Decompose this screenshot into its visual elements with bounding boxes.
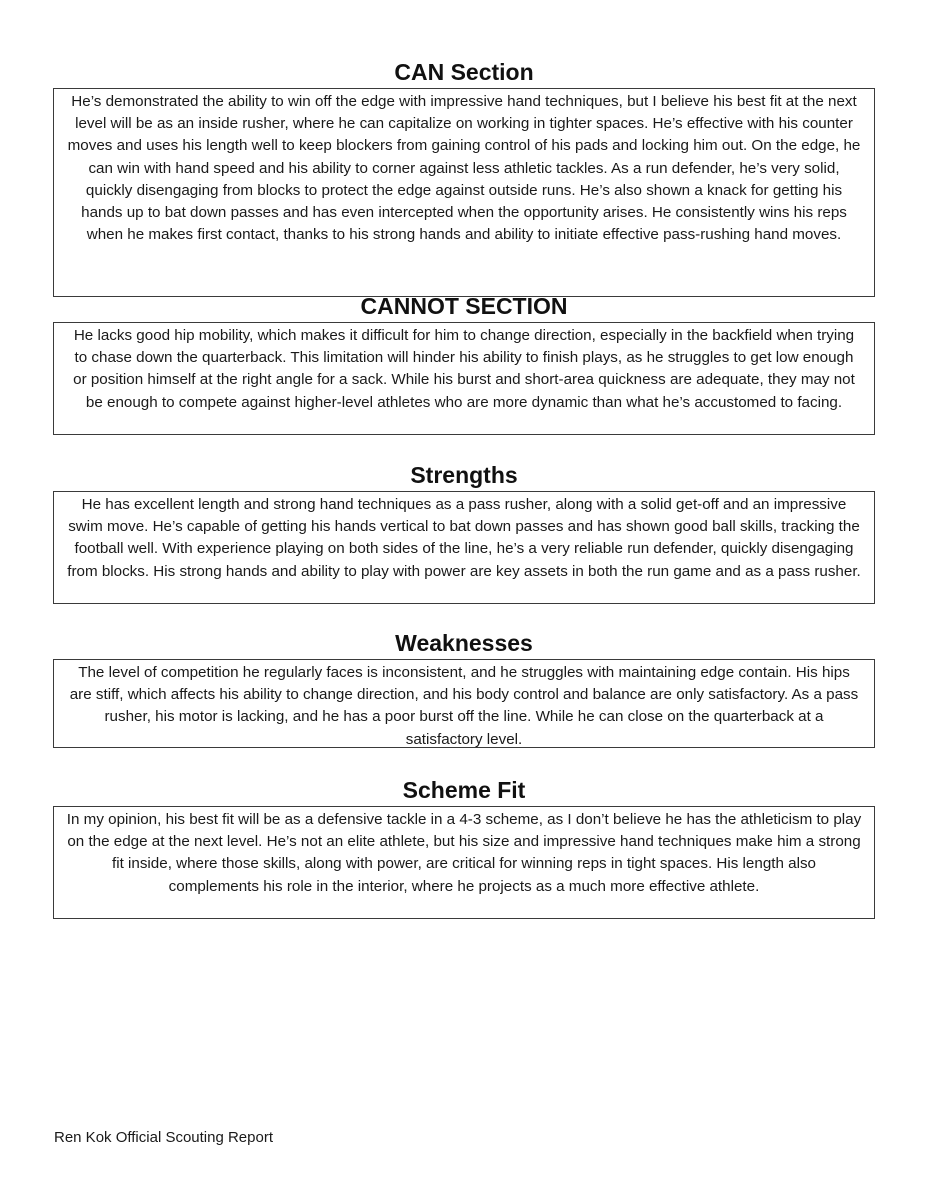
weaknesses-section <box>53 629 875 748</box>
can-section-title: CAN Section <box>394 59 534 85</box>
cannot-section-title: CANNOT SECTION <box>360 293 568 319</box>
scheme-fit-section <box>53 776 875 919</box>
scheme-fit-section-body: In my opinion, his best fit will be as a defensive tackle in a 4-3 scheme, as I don’t believe he has the athleticism to play on the edge at the next level. He’s not an elite athlete, but his size and impressive hand techniques make him a strong fit inside, where those skills, along with power, are critical for winning reps in tight spaces. His length also complements his role in the interior, where he projects as a much more effective athlete. <box>53 806 875 919</box>
strengths-section <box>53 461 875 604</box>
can-section <box>53 58 875 297</box>
weaknesses-section-title: Weaknesses <box>395 630 533 656</box>
footer-text: Ren Kok Official Scouting Report <box>54 1129 274 1146</box>
cannot-section <box>53 292 875 435</box>
weaknesses-section-body: The level of competition he regularly faces is inconsistent, and he struggles with maintaining edge contain. His hips are stiff, which affects his ability to change direction, and his body control and balance are only satisfactory. As a pass rusher, his motor is lacking, and he has a poor burst off the line. While he can close on the quarterback at a satisfactory level. <box>53 659 875 748</box>
can-section-body: He’s demonstrated the ability to win off the edge with impressive hand techniques, but I believe his best fit at the next level will be as an inside rusher, where he can capitalize on working in tighter spaces. He’s effective with his counter moves and uses his length well to keep blockers from gaining control of his pads and locking him out. On the edge, he can win with hand speed and his ability to corner against less athletic tackles. As a run defender, he’s very solid, quickly disengaging from blocks to protect the edge against outside runs. He’s also shown a knack for getting his hands up to bat down passes and has even intercepted when the opportunity arises. He consistently wins his reps when he makes first contact, thanks to his strong hands and ability to initiate effective pass-rushing hand moves. <box>53 88 875 297</box>
strengths-section-title: Strengths <box>410 462 518 488</box>
scheme-fit-section-title: Scheme Fit <box>402 777 526 803</box>
cannot-section-body: He lacks good hip mobility, which makes it difficult for him to change direction, especially in the backfield when trying to chase down the quarterback. This limitation will hinder his ability to finish plays, as he struggles to get low enough or position himself at the right angle for a sack. While his burst and short-area quickness are adequate, they may not be enough to compete against higher-level athletes who are more dynamic than what he’s accustomed to facing. <box>53 322 875 435</box>
strengths-section-body: He has excellent length and strong hand techniques as a pass rusher, along with a solid get-off and an impressive swim move. He’s capable of getting his hands vertical to bat down passes and has shown good ball skills, tracking the football well. With experience playing on both sides of the line, he’s a very reliable run defender, quickly disengaging from blocks. His strong hands and ability to play with power are key assets in both the run game and as a pass rusher. <box>53 491 875 604</box>
